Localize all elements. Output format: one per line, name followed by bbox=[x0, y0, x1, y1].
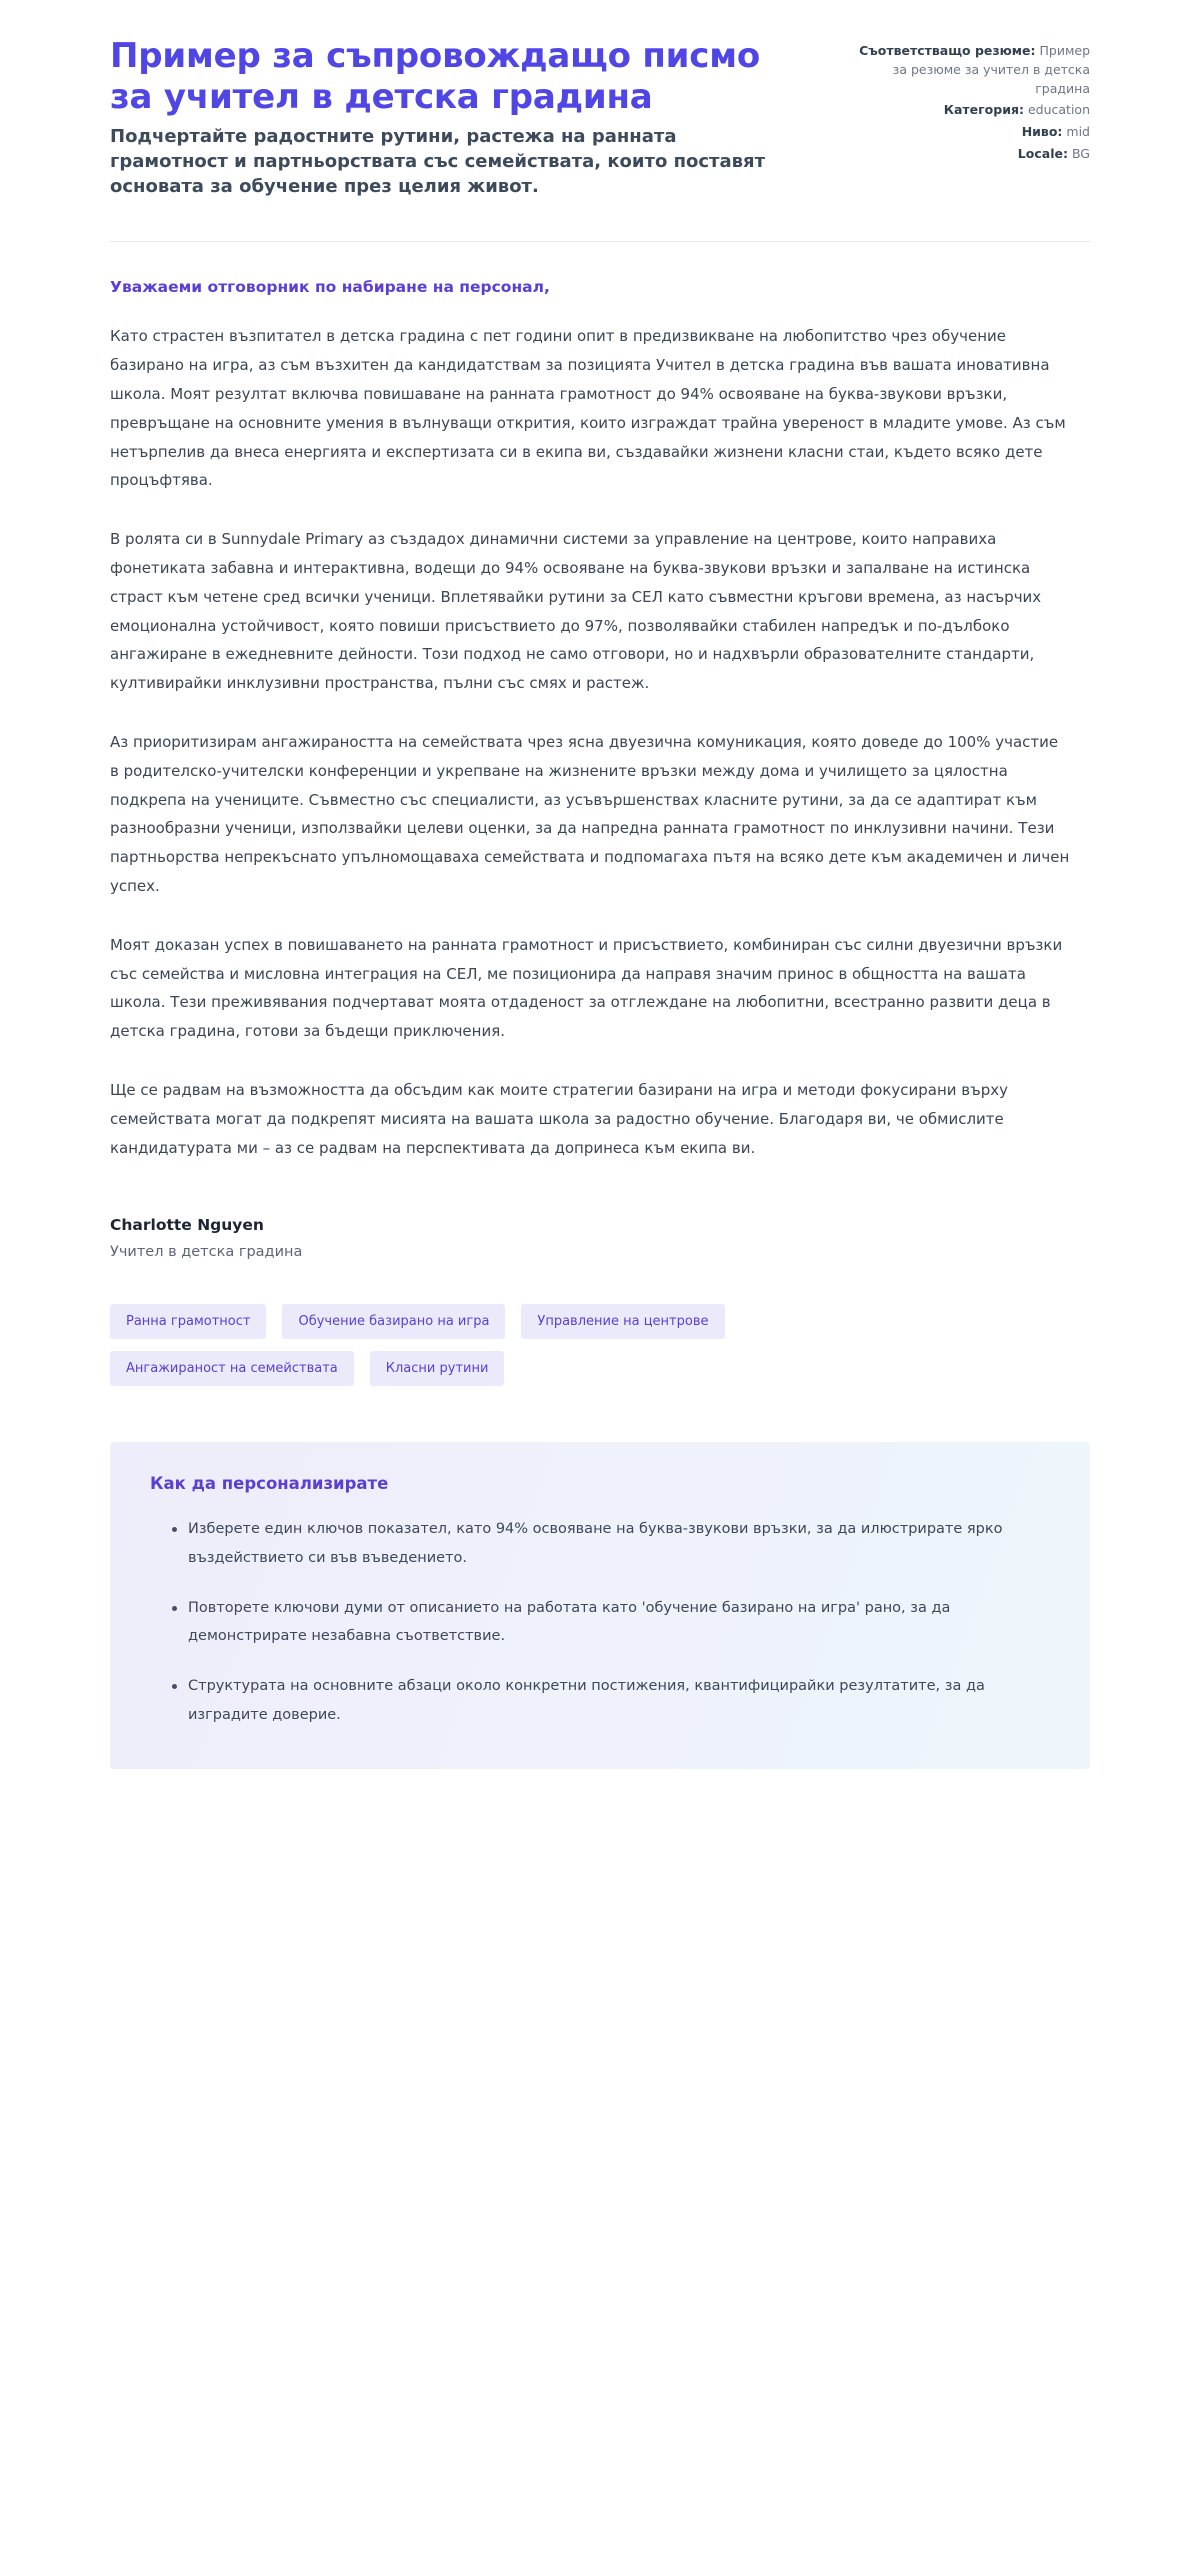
metadata-matching-resume bbox=[858, 42, 1090, 98]
signature-role: Учител в детска градина bbox=[110, 1244, 303, 1261]
letter-paragraph: Моят доказан успех в повишаването на ранната грамотност и присъствието, комбиниран със силни двуезични връзки със семейства и мисловна интеграция на СЕЛ, ме позиционира да направя значим принос в общността на вашата школа. Тези преживявания подчертават моята отдаденост за отглеждане на любопитни, всестранно развити деца в детска градина, готови за бъдещи приключения. bbox=[110, 935, 1063, 1041]
metadata-level bbox=[858, 123, 1090, 142]
metadata-matching-resume-value: Пример за резюме за учител в детска градина bbox=[892, 43, 1090, 96]
metadata-category bbox=[858, 101, 1090, 120]
callout-title: Как да персонализирате bbox=[150, 1474, 389, 1494]
metadata-level-value: mid bbox=[1066, 124, 1090, 139]
metadata-locale-value: BG bbox=[1071, 145, 1090, 161]
header-text-block bbox=[110, 36, 810, 199]
letter-greeting: Уважаеми отговорник по набиране на персонал, bbox=[110, 278, 550, 297]
how-to-personalize-callout bbox=[110, 1442, 1090, 1769]
signature-block bbox=[110, 1216, 1090, 1260]
letter-paragraph: В ролята си в Sunnydale Primary аз създадох динамични системи за управление на центрове, които направиха фонетиката забавна и интерактивна, водещи до 94% освояване на буква-звукови връзки и запалване на истинска страст към четене сред всички ученици. Вплетявайки рутини за СЕЛ като съвместни кръгови времена, аз насърчих емоционална устойчивост, която повиши присъствието до 97%, позволявайки стабилен напредък и по-дълбоко ангажиране в ежедневните дейности. Този подход не само отговори, но и надхвърли образователните стандарти, култивирайки инклузивни пространства, пълни със смях и растеж. bbox=[110, 530, 1042, 693]
callout-list-item: Повторете ключови думи от описанието на работата като 'обучение базирано на игра' рано, за да демонстрирате незабавна съответствие. bbox=[172, 1594, 1032, 1651]
metadata-locale bbox=[858, 145, 1090, 164]
tag-item[interactable]: Обучение базирано на игра bbox=[282, 1304, 505, 1339]
tag-item[interactable]: Ранна грамотност bbox=[110, 1304, 266, 1339]
signature-name: Charlotte Nguyen bbox=[110, 1216, 264, 1235]
callout-list-item: Изберете един ключов показател, като 94% освояване на буква-звукови връзки, за да илюстрирате ярко въздействието си във въведението. bbox=[172, 1515, 1032, 1572]
tag-list bbox=[110, 1304, 930, 1386]
cover-letter-body bbox=[110, 278, 1090, 1162]
metadata-category-value: education bbox=[1027, 102, 1090, 118]
callout-list-item: Структурата на основните абзаци около конкретни постижения, квантифицирайки резултатите, за да изградите доверие. bbox=[172, 1672, 1032, 1729]
tag-item[interactable]: Управление на центрове bbox=[521, 1304, 724, 1339]
document-header bbox=[110, 36, 1090, 199]
letter-paragraph: Като страстен възпитател в детска градина с пет години опит в предизвикване на любопитство чрез обучение базирано на игра, аз съм възхитен да кандидатствам за позицията Учител в детска градина във вашата иновативна школа. Моят резултат включва повишаване на ранната грамотност до 94% освояване на буква-звукови връзки, превръщане на основните умения в вълнуващи открития, които изграждат трайна увереност в младите умове. Аз съм нетърпелив да внеса енергията и експертизата си в екипа ви, създавайки жизнени класни стаи, където всяко дете процъфтява. bbox=[110, 327, 1066, 490]
letter-paragraph: Ще се радвам на възможността да обсъдим как моите стратегии базирани на игра и методи фокусирани върху семействата могат да подкрепят мисията на вашата школа за радостно обучение. Благодаря ви, че обмислите кандидатурата ми – аз се радвам на перспективата да допринеса към екипа ви. bbox=[110, 1080, 1009, 1157]
metadata-matching-resume-label: Съответстващо резюме: bbox=[859, 43, 1036, 58]
tag-item[interactable]: Класни рутини bbox=[370, 1351, 505, 1386]
page-title: Пример за съпровождащо писмо за учител в детска градина bbox=[110, 36, 760, 118]
metadata-category-label: Категория: bbox=[943, 102, 1024, 118]
header-divider bbox=[110, 241, 1090, 242]
page-subtitle: Подчертайте радостните рутини, растежа на ранната грамотност и партньорствата със семействата, които поставят основата за обучение през целия живот. bbox=[110, 125, 766, 197]
metadata-level-label: Ниво: bbox=[1021, 124, 1063, 139]
tag-item[interactable]: Ангажираност на семействата bbox=[110, 1351, 354, 1386]
metadata-panel bbox=[858, 36, 1090, 167]
callout-bullet-list bbox=[150, 1515, 1050, 1729]
letter-paragraph: Аз приоритизирам ангажираността на семействата чрез ясна двуезична комуникация, която доведе до 100% участие в родителско-учителски конференции и укрепване на жизнените връзки между дома и училището за цялостна подкрепа на учениците. Съвместно със специалисти, аз усъвършенствах класните рутини, за да се адаптират към разнообразни ученици, използвайки целеви оценки, за да напредна ранната грамотност по инклузивни начини. Тези партньорства непрекъснато упълномощаваха семействата и подпомагаха пътя на всяко дете към академичен и личен успех. bbox=[110, 732, 1070, 895]
metadata-locale-label: Locale: bbox=[1017, 145, 1068, 161]
